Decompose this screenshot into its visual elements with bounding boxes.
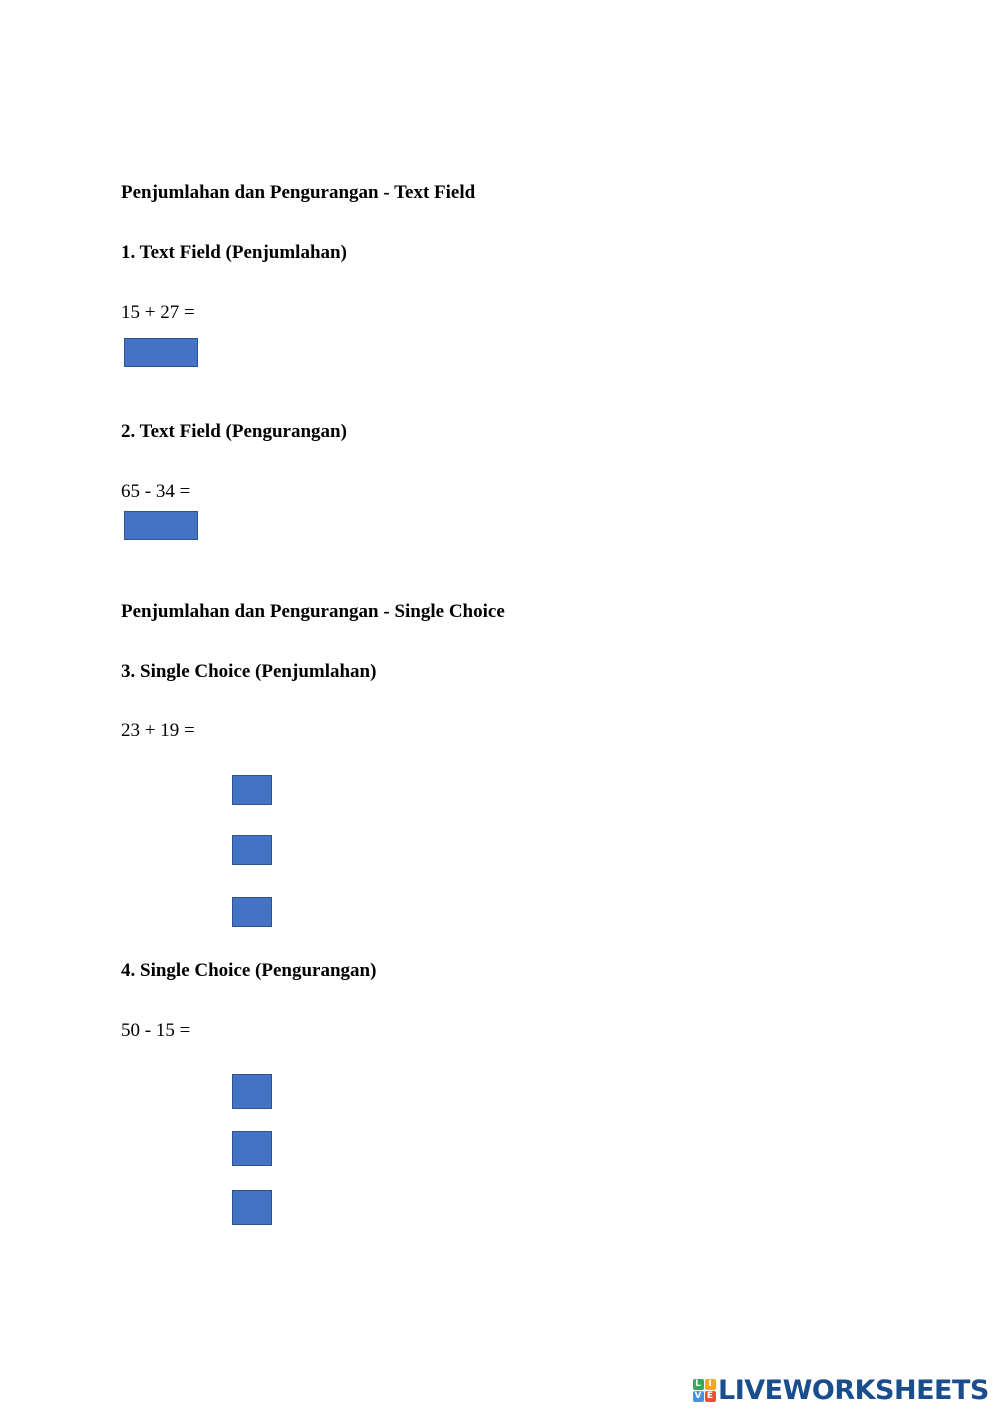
question-2-title: 2. Text Field (Pengurangan) xyxy=(121,421,347,442)
section-heading-single-choice: Penjumlahan dan Pengurangan - Single Choice xyxy=(121,601,505,622)
question-4-title: 4. Single Choice (Pengurangan) xyxy=(121,960,377,981)
question-4-choice-1[interactable] xyxy=(232,1074,272,1109)
question-4-expression: 50 - 15 = xyxy=(121,1020,191,1041)
liveworksheets-logo xyxy=(692,1374,989,1406)
question-2-answer-field[interactable] xyxy=(124,511,198,540)
question-3-expression: 23 + 19 = xyxy=(121,720,195,741)
section-heading-text-field: Penjumlahan dan Pengurangan - Text Field xyxy=(121,182,476,203)
liveworksheets-mark-icon: L I V E xyxy=(692,1378,716,1402)
question-1-expression: 15 + 27 = xyxy=(121,302,195,323)
question-3-title: 3. Single Choice (Penjumlahan) xyxy=(121,661,377,682)
question-3-choice-3[interactable] xyxy=(232,897,272,927)
liveworksheets-wordmark: LIVEWORKSHEETS xyxy=(718,1374,989,1406)
question-4-choice-2[interactable] xyxy=(232,1131,272,1166)
question-3-choice-1[interactable] xyxy=(232,775,272,805)
question-4-choice-3[interactable] xyxy=(232,1190,272,1225)
question-1-title: 1. Text Field (Penjumlahan) xyxy=(121,242,347,263)
question-3-choice-2[interactable] xyxy=(232,835,272,865)
question-2-expression: 65 - 34 = xyxy=(121,481,191,502)
question-1-answer-field[interactable] xyxy=(124,338,198,367)
